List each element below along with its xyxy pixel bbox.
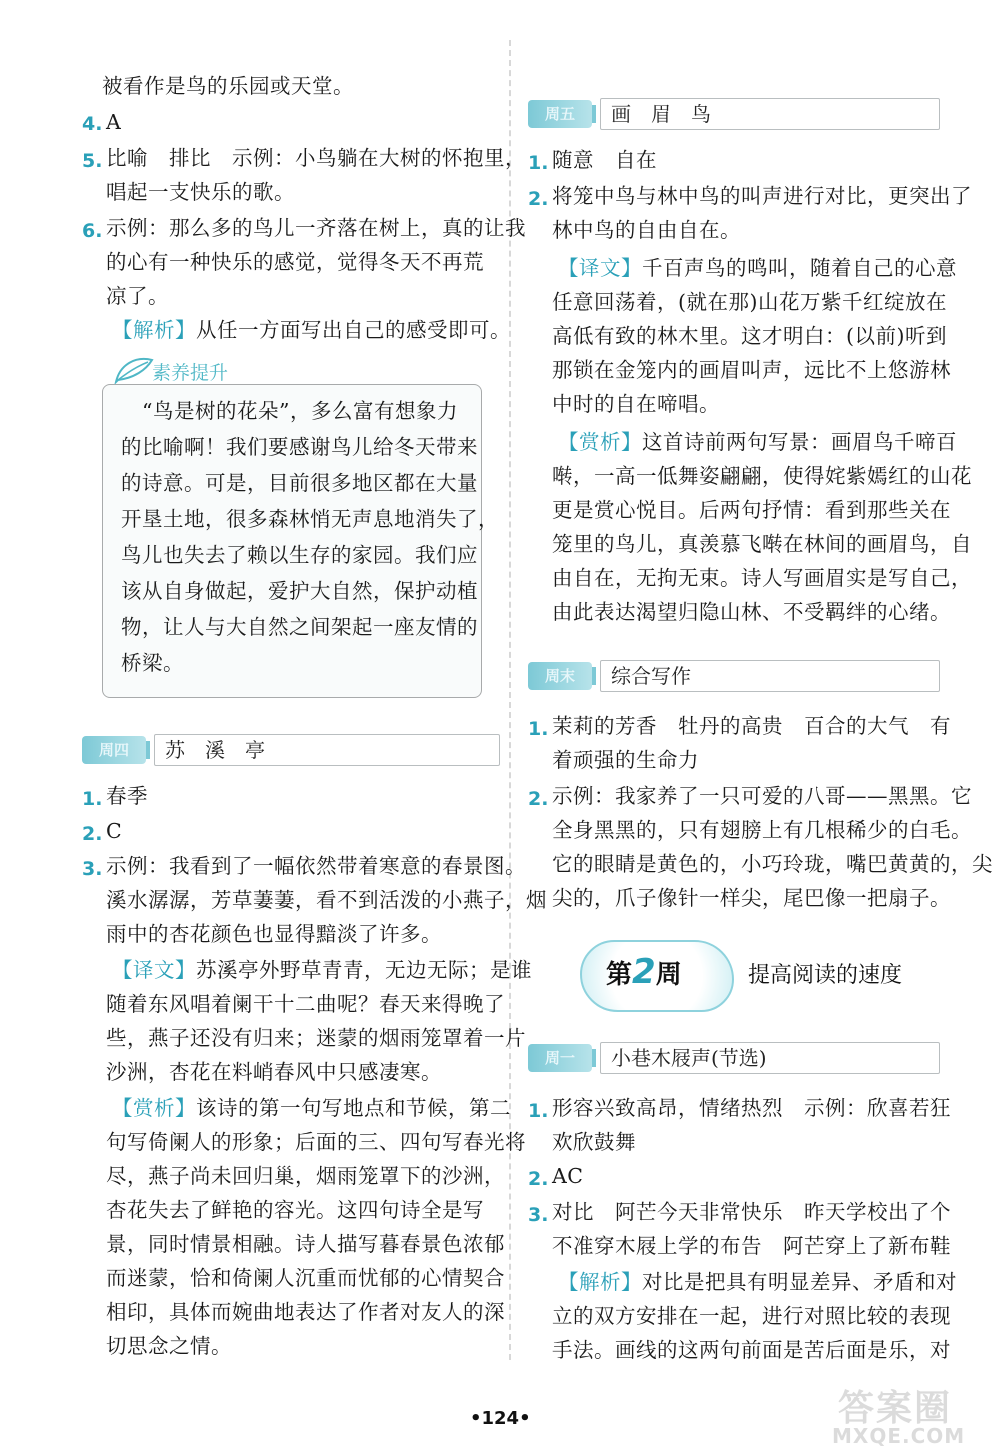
section-header-suxiting bbox=[82, 734, 500, 766]
appreciation-line: 更是赏心悦目。后两句抒情：看到那些关在 bbox=[552, 498, 951, 522]
translation-line: 那锁在金笼内的画眉叫声，远比不上悠游林 bbox=[552, 358, 951, 382]
translation-line: 些，燕子还没有归来；迷蒙的烟雨笼罩着一片 bbox=[106, 1026, 526, 1050]
translation-line: 随着东风唱着阑干十二曲呢？春天来得晚了 bbox=[106, 992, 505, 1016]
section-header-zonghexiezuo bbox=[528, 660, 940, 692]
answer-line: 着顽强的生命力 bbox=[552, 748, 699, 772]
section-badge: 周一 bbox=[528, 1044, 592, 1072]
answer-line: 全身黑黑的，只有翅膀上有几根稀少的白毛。 bbox=[552, 818, 972, 842]
answer-line: 示例：我家养了一只可爱的八哥——黑黑。它 bbox=[552, 784, 972, 808]
item-number: 4. bbox=[82, 113, 103, 135]
item-number: 3. bbox=[82, 858, 103, 880]
answer-line: 它的眼睛是黄色的，小巧玲珑，嘴巴黄黄的，尖 bbox=[552, 852, 993, 876]
analysis-line bbox=[112, 316, 511, 344]
appreciation-text: 这首诗前两句写景：画眉鸟千啼百 bbox=[642, 430, 957, 454]
answer-line: 溪水潺潺，芳草萋萋，看不到活泼的小燕子，烟 bbox=[106, 888, 547, 912]
analysis-tag: 【解析】 bbox=[112, 318, 196, 342]
section-title: 画 眉 鸟 bbox=[600, 98, 940, 130]
week-banner bbox=[580, 940, 940, 1010]
section-badge: 周五 bbox=[528, 100, 592, 128]
translation-line: 中时的自在啼唱。 bbox=[552, 392, 720, 416]
analysis-tag: 【解析】 bbox=[558, 1270, 642, 1294]
appreciation-line: 景，同时情景相融。诗人描写暮春景色浓郁 bbox=[106, 1232, 505, 1256]
watermark bbox=[832, 1380, 982, 1450]
suyang-header bbox=[112, 354, 312, 388]
appreciation-tag: 【赏析】 bbox=[558, 430, 642, 454]
answer-line: 示例：我看到了一幅依然带着寒意的春景图。 bbox=[106, 854, 526, 878]
translation-line: 任意回荡着，(就在那)山花万紫千红绽放在 bbox=[552, 290, 947, 314]
week-suffix: 周 bbox=[655, 960, 682, 990]
analysis-line bbox=[558, 1268, 957, 1296]
week-label bbox=[606, 952, 682, 992]
translation-line: 沙洲，杏花在料峭春风中只感凄寒。 bbox=[106, 1060, 442, 1084]
translation-line bbox=[112, 956, 532, 984]
answer-line: 唱起一支快乐的歌。 bbox=[106, 180, 295, 204]
appreciation-line: 由此表达渴望归隐山林、不受羁绊的心绪。 bbox=[552, 600, 951, 624]
translation-text: 千百声鸟的鸣叫，随着自己的心意 bbox=[642, 256, 957, 280]
answer-line: 形容兴致高昂，情绪热烈 示例：欣喜若狂 bbox=[552, 1096, 951, 1120]
translation-line bbox=[558, 254, 957, 282]
translation-tag: 【译文】 bbox=[558, 256, 642, 280]
appreciation-line: 相印，具体而婉曲地表达了作者对友人的深 bbox=[106, 1300, 505, 1324]
answer-line: 尖的，爪子像针一样尖，尾巴像一把扇子。 bbox=[552, 886, 951, 910]
appreciation-tag: 【赏析】 bbox=[112, 1096, 196, 1120]
analysis-line: 手法。画线的这两句前面是苦后面是乐，对 bbox=[552, 1338, 951, 1362]
suyang-line: 物，让人与大自然之间架起一座友情的 bbox=[121, 615, 478, 639]
analysis-text: 从任一方面写出自己的感受即可。 bbox=[196, 318, 511, 342]
suyang-line: 开垦土地，很多森林悄无声息地消失了， bbox=[121, 507, 499, 531]
answer-line: 随意 自在 bbox=[552, 148, 657, 172]
answer-line: 雨中的杏花颜色也显得黯淡了许多。 bbox=[106, 922, 442, 946]
week-number: 2 bbox=[632, 952, 656, 992]
week-title: 提高阅读的速度 bbox=[748, 963, 903, 988]
answer-line: 示例：那么多的鸟儿一齐落在树上，真的让我 bbox=[106, 216, 526, 240]
item-number: 2. bbox=[82, 823, 103, 845]
item-number: 1. bbox=[528, 718, 549, 740]
week-prefix: 第 bbox=[606, 960, 633, 990]
suyang-line: “鸟是树的花朵”，多么富有想象力 bbox=[121, 399, 458, 423]
appreciation-line bbox=[112, 1094, 511, 1122]
answer-line: 春季 bbox=[106, 784, 148, 808]
answer-line: AC bbox=[552, 1164, 584, 1188]
appreciation-line: 切思念之情。 bbox=[106, 1334, 232, 1358]
item-number: 6. bbox=[82, 220, 103, 242]
answer-line: 凉了。 bbox=[106, 284, 169, 308]
item-number: 2. bbox=[528, 788, 549, 810]
answer-line: 将笼中鸟与林中鸟的叫声进行对比，更突出了 bbox=[552, 184, 972, 208]
appreciation-line: 由自在，无拘无束。诗人写画眉实是写自己， bbox=[552, 566, 972, 590]
appreciation-line: 笼里的鸟儿，真羡慕飞啭在林间的画眉鸟，自 bbox=[552, 532, 972, 556]
suyang-box bbox=[102, 384, 499, 698]
answer-line: 对比 阿芒今天非常快乐 昨天学校出了个 bbox=[552, 1200, 951, 1224]
watermark-logo: 答案圈 bbox=[838, 1388, 953, 1429]
item-number: 1. bbox=[82, 788, 103, 810]
answer-line: 茉莉的芳香 牡丹的高贵 百合的大气 有 bbox=[552, 714, 951, 738]
answer-line: 的心有一种快乐的感觉，觉得冬天不再荒 bbox=[106, 250, 484, 274]
item-number: 1. bbox=[528, 1100, 549, 1122]
translation-line: 高低有致的林木里。这才明白：(以前)听到 bbox=[552, 324, 947, 348]
analysis-line: 立的双方安排在一起，进行对照比较的表现 bbox=[552, 1304, 951, 1328]
section-badge: 周四 bbox=[82, 736, 146, 764]
answer-line: 不准穿木屐上学的布告 阿芒穿上了新布鞋 bbox=[552, 1234, 951, 1258]
analysis-text: 对比是把具有明显差异、矛盾和对 bbox=[642, 1270, 957, 1294]
suyang-title: 素养提升 bbox=[152, 362, 229, 384]
page-number: •124• bbox=[470, 1408, 531, 1429]
suyang-line: 桥梁。 bbox=[121, 651, 184, 675]
section-title: 综合写作 bbox=[600, 660, 940, 692]
section-header-huameiniao bbox=[528, 98, 940, 130]
translation-tag: 【译文】 bbox=[112, 958, 196, 982]
appreciation-line: 啭，一高一低舞姿翩翩，使得姹紫嫣红的山花 bbox=[552, 464, 972, 488]
appreciation-line bbox=[558, 428, 957, 456]
item-number: 5. bbox=[82, 150, 103, 172]
suyang-line: 鸟儿也失去了赖以生存的家园。我们应 bbox=[121, 543, 478, 567]
item-number: 1. bbox=[528, 152, 549, 174]
appreciation-line: 尽，燕子尚未回归巢，烟雨笼罩下的沙洲， bbox=[106, 1164, 505, 1188]
translation-text: 苏溪亭外野草青青，无边无际；是谁 bbox=[196, 958, 532, 982]
appreciation-line: 句写倚阑人的形象；后面的三、四句写春光将 bbox=[106, 1130, 526, 1154]
answer-line: 比喻 排比 示例：小鸟躺在大树的怀抱里， bbox=[106, 146, 526, 170]
suyang-line: 的比喻啊！我们要感谢鸟儿给冬天带来 bbox=[121, 435, 478, 459]
text-line: 被看作是鸟的乐园或天堂。 bbox=[102, 74, 354, 98]
section-header-xiaoxiang bbox=[528, 1042, 940, 1074]
item-number: 2. bbox=[528, 188, 549, 210]
section-title: 苏 溪 亭 bbox=[154, 734, 500, 766]
answer-line: 欢欣鼓舞 bbox=[552, 1130, 636, 1154]
section-title: 小巷木屐声(节选) bbox=[600, 1042, 940, 1074]
item-number: 2. bbox=[528, 1168, 549, 1190]
watermark-url: MXQE.COM bbox=[832, 1424, 966, 1448]
answer-line: 林中鸟的自由自在。 bbox=[552, 218, 741, 242]
appreciation-text: 该诗的第一句写地点和节候，第二 bbox=[196, 1096, 511, 1120]
appreciation-line: 而迷蒙，恰和倚阑人沉重而忧郁的心情契合 bbox=[106, 1266, 505, 1290]
item-number: 3. bbox=[528, 1204, 549, 1226]
suyang-line: 该从自身做起，爱护大自然，保护动植 bbox=[121, 579, 478, 603]
answer-line: A bbox=[106, 110, 122, 134]
section-badge: 周末 bbox=[528, 662, 592, 690]
appreciation-line: 杏花失去了鲜艳的容光。这四句诗全是写 bbox=[106, 1198, 484, 1222]
answer-line: C bbox=[106, 819, 123, 843]
suyang-line: 的诗意。可是，目前很多地区都在大量 bbox=[121, 471, 478, 495]
